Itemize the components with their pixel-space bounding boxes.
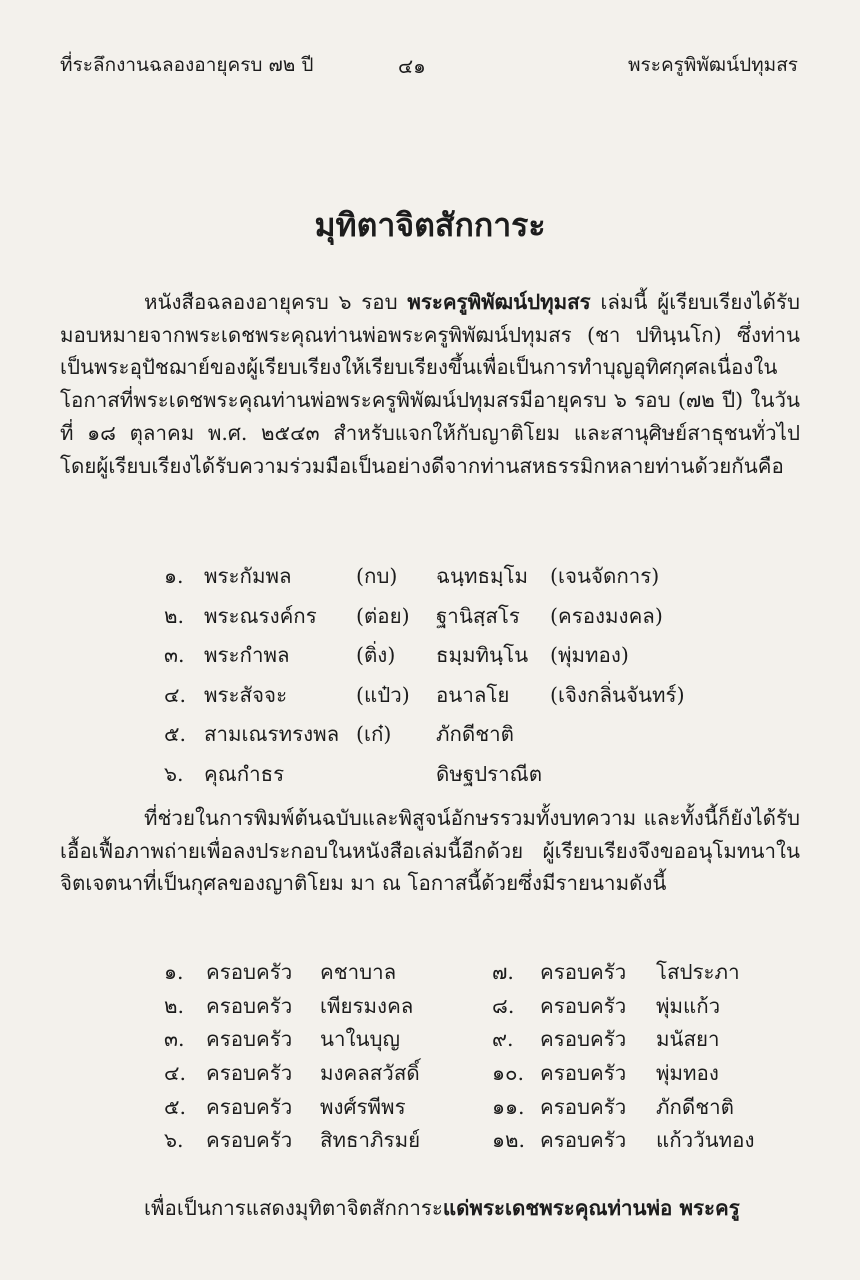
page-title: มุทิตาจิตสักการะ bbox=[314, 206, 546, 244]
item-nickname: (เก๋) bbox=[356, 722, 392, 746]
family-label: ครอบครัว bbox=[206, 993, 293, 1018]
table-row bbox=[140, 990, 780, 1024]
intro-text-start: หนังสือฉลองอายุครบ ๖ รอบ bbox=[144, 290, 408, 314]
list-item bbox=[140, 600, 760, 640]
family-name: พุ่มแก้ว bbox=[656, 993, 721, 1018]
item-name: คุณกำธร bbox=[204, 761, 285, 786]
family-number: ๑๑. bbox=[492, 1094, 525, 1119]
family-name: แก้ววันทอง bbox=[656, 1128, 755, 1153]
family-name: มนัสยา bbox=[656, 1027, 720, 1052]
item-number: ๖. bbox=[164, 761, 184, 786]
item-name: สามเณรทรงพล bbox=[204, 722, 340, 746]
family-number: ๖. bbox=[164, 1128, 184, 1153]
header-book-title: ที่ระลึกงานฉลองอายุครบ ๗๒ ปี bbox=[60, 54, 314, 76]
family-name: เพียรมงคล bbox=[320, 993, 414, 1018]
family-name: คชาบาล bbox=[320, 960, 397, 984]
list-item bbox=[140, 560, 760, 600]
family-number: ๒. bbox=[164, 993, 185, 1018]
running-header bbox=[60, 50, 798, 84]
item-name: พระกัมพล bbox=[204, 564, 292, 588]
family-number: ๓. bbox=[164, 1027, 185, 1052]
family-name: พงศ์รพีพร bbox=[320, 1094, 406, 1119]
item-surname: ดิษฐปราณีต bbox=[436, 761, 543, 786]
item-nickname: (ต่อย) bbox=[356, 603, 410, 628]
family-label: ครอบครัว bbox=[206, 1027, 293, 1052]
table-row bbox=[140, 1091, 780, 1125]
item-surname: (พุ่มทอง) bbox=[550, 643, 629, 667]
family-label: ครอบครัว bbox=[540, 1027, 627, 1052]
item-nickname: (กบ) bbox=[356, 564, 398, 588]
family-name: สิทธาภิรมย์ bbox=[320, 1128, 421, 1153]
family-label: ครอบครัว bbox=[206, 1061, 293, 1086]
intro-paragraph bbox=[60, 286, 800, 482]
item-monastic-name: ฐานิสฺสโร bbox=[436, 603, 520, 628]
family-number: ๑๒. bbox=[492, 1128, 526, 1153]
table-row bbox=[140, 1057, 780, 1091]
family-name: นาในบุญ bbox=[320, 1027, 401, 1052]
family-list bbox=[140, 956, 780, 1158]
item-surname: (เจิงกลิ่นจันทร์) bbox=[550, 682, 685, 707]
item-monastic-name: ฉนฺทธมฺโม bbox=[436, 564, 529, 588]
closing-line bbox=[144, 1192, 740, 1225]
family-label: ครอบครัว bbox=[540, 1094, 627, 1119]
item-number: ๔. bbox=[164, 682, 187, 707]
family-label: ครอบครัว bbox=[206, 1094, 293, 1119]
thanks-paragraph: ที่ช่วยในการพิมพ์ต้นฉบับและพิสูจน์อักษรรวมทั้งบทความ และทั้งนี้ก็ยังได้รับเอื้อเฟื้อภาพถ่ายเพื่อลงประกอบในหนังสือเล่มนี้อีกด้วย ผู้เรียบเรียงจึงขออนุโมทนาในจิตเจตนาที่เป็นกุศลของญาติโยม มา ณ โอกาสนี้ด้วยซึ่งมีรายนามดังนี้ bbox=[60, 806, 800, 896]
family-number: ๘. bbox=[492, 993, 515, 1018]
intro-bold-name: พระครูพิพัฒน์ปทุมสร bbox=[407, 290, 591, 314]
item-number: ๕. bbox=[164, 722, 187, 746]
item-monastic-name: อนาลโย bbox=[436, 682, 510, 707]
family-label: ครอบครัว bbox=[540, 1128, 627, 1153]
item-nickname: (ติ่ง) bbox=[356, 643, 396, 667]
family-number: ๗. bbox=[492, 960, 514, 984]
family-name: ภักดีชาติ bbox=[656, 1094, 734, 1119]
header-subject-name: พระครูพิพัฒน์ปทุมสร bbox=[628, 54, 798, 76]
closing-text: เพื่อเป็นการแสดงมุทิตาจิตสักการะ bbox=[144, 1196, 443, 1220]
family-label: ครอบครัว bbox=[540, 960, 627, 984]
list-item bbox=[140, 758, 760, 798]
family-number: ๑๐. bbox=[492, 1061, 525, 1086]
item-name: พระสัจจะ bbox=[204, 682, 288, 707]
item-surname: (ครองมงคล) bbox=[550, 603, 663, 628]
family-label: ครอบครัว bbox=[540, 993, 627, 1018]
item-number: ๓. bbox=[164, 643, 185, 667]
family-number: ๕. bbox=[164, 1094, 187, 1119]
family-label: ครอบครัว bbox=[540, 1061, 627, 1086]
page-number: ๔๑ bbox=[398, 54, 426, 78]
family-number: ๑. bbox=[164, 960, 184, 984]
item-nickname: (แป๋ว) bbox=[356, 682, 410, 707]
item-name: พระณรงค์กร bbox=[204, 603, 317, 628]
item-monastic-name: ธมฺมทินฺโน bbox=[436, 643, 529, 667]
family-number: ๙. bbox=[492, 1027, 514, 1052]
family-label: ครอบครัว bbox=[206, 960, 293, 984]
family-name: โสประภา bbox=[656, 960, 740, 984]
item-name: พระกำพล bbox=[204, 643, 290, 667]
item-number: ๒. bbox=[164, 603, 185, 628]
table-row bbox=[140, 956, 780, 990]
item-monastic-name: ภักดีชาติ bbox=[436, 722, 514, 746]
table-row bbox=[140, 1023, 780, 1057]
list-item bbox=[140, 679, 760, 719]
list-item bbox=[140, 718, 760, 758]
family-name: มงคลสวัสดิ์ bbox=[320, 1061, 420, 1086]
intro-text-rest: เล่มนี้ ผู้เรียบเรียงได้รับมอบหมายจากพระเดชพระคุณท่านพ่อพระครูพิพัฒน์ปทุมสร (ชา ปทินฺนโก) ซึ่งท่านเป็นพระอุปัชฌาย์ของผู้เรียบเรียงให้เรียบเรียงขึ้นเพื่อเป็นการทำบุญอุทิศกุศลเนื่องในโอกาสที่พระเดชพระคุณท่านพ่อพระครูพิพัฒน์ปทุมสรมีอายุครบ ๖ รอบ (๗๒ ปี) ในวันที่ ๑๘ ตุลาคม พ.ศ. ๒๕๔๓ สำหรับแจกให้กับญาติโยม และสานุศิษย์สาธุชนทั่วไป โดยผู้เรียบเรียงได้รับความร่วมมือเป็นอย่างดีจากท่านสหธรรมิกหลายท่านด้วยกันคือ bbox=[60, 290, 800, 478]
item-surname: (เจนจัดการ) bbox=[550, 564, 660, 588]
family-name: พุ่มทอง bbox=[656, 1061, 719, 1086]
family-label: ครอบครัว bbox=[206, 1128, 293, 1153]
contributor-list bbox=[140, 560, 760, 797]
family-number: ๔. bbox=[164, 1061, 187, 1086]
list-item bbox=[140, 639, 760, 679]
closing-bold-text: แด่พระเดชพระคุณท่านพ่อ พระครู bbox=[442, 1196, 740, 1220]
table-row bbox=[140, 1124, 780, 1158]
item-number: ๑. bbox=[164, 564, 184, 588]
